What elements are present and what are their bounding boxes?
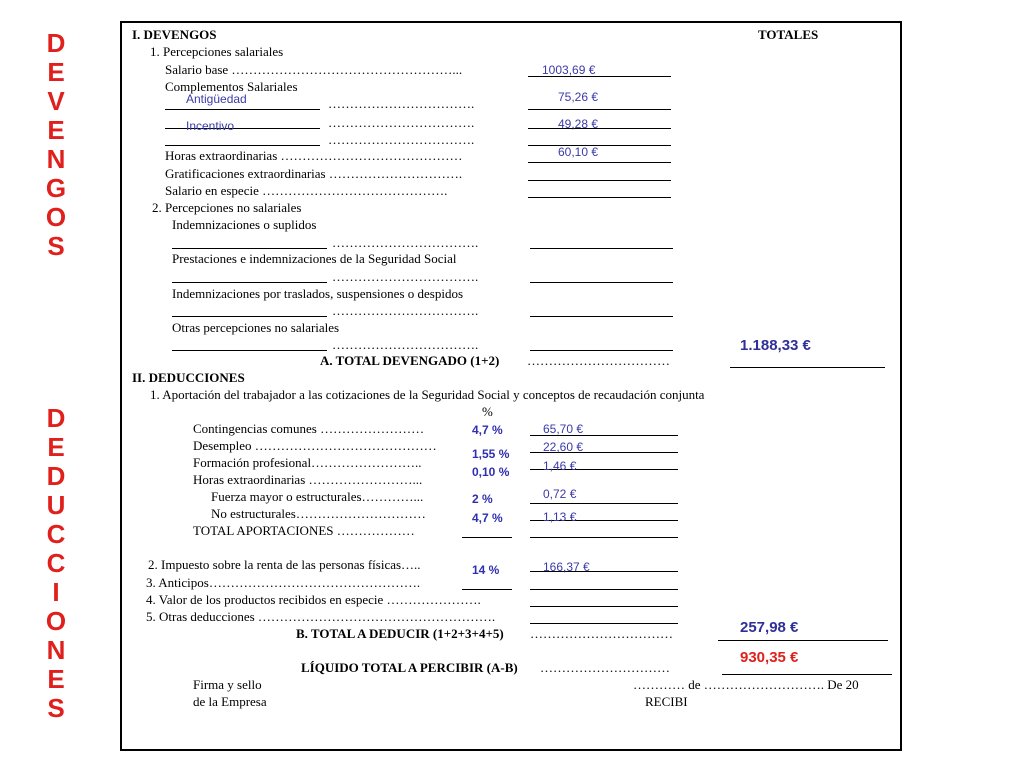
prestaciones-name-line <box>172 282 327 283</box>
indemnizaciones-line <box>530 248 673 249</box>
complemento-2-dots: ……………………………. <box>328 115 475 130</box>
liquido-dots: ………………………… <box>540 660 670 675</box>
aportacion-label: 1. Aportación del trabajador a las cotizaciones de la Seguridad Social y conceptos de recaudación conjunta <box>150 387 705 402</box>
payslip-frame <box>120 21 902 751</box>
totales-heading: TOTALES <box>758 27 819 42</box>
total-deducir-line <box>718 640 888 641</box>
total-deducir-dots: …………………………… <box>530 626 673 641</box>
total-aportaciones-label: TOTAL APORTACIONES ……………… <box>193 523 415 538</box>
traslados-name-line <box>172 316 327 317</box>
formacion-value[interactable]: 1,46 € <box>543 459 577 473</box>
side-letter: D <box>46 28 66 58</box>
empresa-label: de la Empresa <box>193 694 267 709</box>
total-deducir-value[interactable]: 257,98 € <box>740 619 799 636</box>
horas-extra-value[interactable]: 60,10 € <box>558 145 599 159</box>
complemento-2-line <box>528 128 671 129</box>
side-letter: G <box>45 173 67 203</box>
otras-deducciones-line <box>530 623 678 624</box>
formacion-pct[interactable]: 0,10 % <box>472 465 510 479</box>
complemento-1-line <box>528 109 671 110</box>
salario-base-value[interactable]: 1003,69 € <box>542 63 596 77</box>
fecha-field[interactable]: ………… de ………………………. De 20 <box>633 677 859 692</box>
productos-especie-label: 4. Valor de los productos recibidos en especie …………………. <box>146 592 481 607</box>
productos-especie-line <box>530 606 678 607</box>
otras-percepciones-line <box>530 350 673 351</box>
liquido-value[interactable]: 930,35 € <box>740 649 799 666</box>
prestaciones-dots: ……………………………. <box>332 269 479 284</box>
side-letter: D <box>46 461 66 491</box>
horas-extra-label: Horas extraordinarias …………………………………… <box>165 148 463 163</box>
side-letter: E <box>47 115 65 145</box>
antiguedad-label[interactable]: Antigüedad <box>186 92 247 106</box>
desempleo-label: Desempleo …………………………………… <box>193 438 437 453</box>
side-letter: E <box>47 432 65 462</box>
horas-extra-line <box>528 162 671 163</box>
gratificaciones-label: Gratificaciones extraordinarias …………………………. <box>165 166 463 181</box>
total-aportaciones-pct-line <box>462 537 512 538</box>
firma-label: Firma y sello <box>193 677 262 692</box>
percepciones-salariales-label: 1. Percepciones salariales <box>150 44 284 59</box>
otras-percepciones-label: Otras percepciones no salariales <box>172 320 340 335</box>
anticipos-pct-line <box>462 589 512 590</box>
incentivo-value[interactable]: 49,28 € <box>558 117 599 131</box>
contingencias-pct[interactable]: 4,7 % <box>472 423 503 437</box>
formacion-label: Formación profesional…………………….. <box>193 455 422 470</box>
side-letter: N <box>46 635 66 665</box>
total-devengado-value[interactable]: 1.188,33 € <box>740 337 811 354</box>
traslados-line <box>530 316 673 317</box>
devengos-side-label <box>41 29 71 261</box>
side-letter: O <box>45 606 67 636</box>
prestaciones-label: Prestaciones e indemnizaciones de la Seguridad Social <box>172 251 457 266</box>
otras-percepciones-name-line <box>172 350 327 351</box>
total-aportaciones-line <box>530 537 678 538</box>
side-letter: O <box>45 202 67 232</box>
side-letter: C <box>46 519 66 549</box>
total-devengado-label: A. TOTAL DEVENGADO (1+2) <box>320 353 500 368</box>
side-letter: V <box>47 86 65 116</box>
devengos-heading: I. DEVENGOS <box>132 27 217 42</box>
desempleo-value[interactable]: 22,60 € <box>543 440 584 454</box>
contingencias-value[interactable]: 65,70 € <box>543 422 584 436</box>
complemento-3-line <box>528 145 671 146</box>
irpf-value[interactable]: 166,37 € <box>543 560 590 574</box>
prestaciones-line <box>530 282 673 283</box>
deducciones-side-label <box>41 404 71 723</box>
horas-extra-deduccion-label: Horas extraordinarias ……………………... <box>193 472 423 487</box>
complemento-3-name-line <box>165 145 320 146</box>
traslados-dots: ……………………………. <box>332 303 479 318</box>
salario-especie-line <box>528 197 671 198</box>
side-letter: C <box>46 548 66 578</box>
total-devengado-line <box>730 367 885 368</box>
recibi-label: RECIBI <box>645 694 688 709</box>
side-letter: S <box>47 693 65 723</box>
anticipos-label: 3. Anticipos…………………………………………. <box>146 575 421 590</box>
irpf-label: 2. Impuesto sobre la renta de las personas físicas….. <box>148 557 421 572</box>
side-letter: E <box>47 664 65 694</box>
indemnizaciones-dots: ……………………………. <box>332 235 479 250</box>
anticipos-line <box>530 589 678 590</box>
otras-percepciones-dots: ……………………………. <box>332 337 479 352</box>
complemento-1-name-line <box>165 109 320 110</box>
otras-deducciones-label: 5. Otras deducciones ………………………………………………. <box>146 609 496 624</box>
contingencias-label: Contingencias comunes …………………… <box>193 421 425 436</box>
fuerza-mayor-pct[interactable]: 2 % <box>472 492 493 506</box>
side-letter: N <box>46 144 66 174</box>
complemento-1-dots: ……………………………. <box>328 96 475 111</box>
total-devengado-dots: …………………………… <box>527 353 670 368</box>
percepciones-no-salariales-label: 2. Percepciones no salariales <box>152 200 302 215</box>
desempleo-pct[interactable]: 1,55 % <box>472 447 510 461</box>
complemento-3-dots: ……………………………. <box>328 132 475 147</box>
fuerza-mayor-value[interactable]: 0,72 € <box>543 487 577 501</box>
salario-base-label: Salario base ……………………………………………... <box>165 62 463 77</box>
indemnizaciones-name-line <box>172 248 327 249</box>
total-deducir-label: B. TOTAL A DEDUCIR (1+2+3+4+5) <box>296 626 504 641</box>
side-letter: E <box>47 57 65 87</box>
side-letter: S <box>47 231 65 261</box>
gratificaciones-line <box>528 180 671 181</box>
side-letter: I <box>52 577 60 607</box>
no-estructurales-pct[interactable]: 4,7 % <box>472 511 503 525</box>
side-letter: D <box>46 403 66 433</box>
incentivo-label[interactable]: Incentivo <box>186 119 235 133</box>
liquido-label: LÍQUIDO TOTAL A PERCIBIR (A-B) <box>301 660 518 675</box>
antiguedad-value[interactable]: 75,26 € <box>558 90 599 104</box>
complementos-label: Complementos Salariales <box>165 79 298 94</box>
no-estructurales-label: No estructurales………………………… <box>211 506 426 521</box>
fuerza-mayor-line <box>530 503 678 504</box>
pct-header: % <box>482 404 493 419</box>
fuerza-mayor-label: Fuerza mayor o estructurales…………... <box>211 489 424 504</box>
deducciones-heading: II. DEDUCCIONES <box>132 370 245 385</box>
traslados-label: Indemnizaciones por traslados, suspensiones o despidos <box>172 286 464 301</box>
salario-especie-label: Salario en especie ……………………………………. <box>165 183 448 198</box>
irpf-pct[interactable]: 14 % <box>472 563 500 577</box>
side-letter: U <box>46 490 66 520</box>
liquido-line <box>722 674 892 675</box>
no-estructurales-value[interactable]: 1,13 € <box>543 510 577 524</box>
indemnizaciones-label: Indemnizaciones o suplidos <box>172 217 317 232</box>
